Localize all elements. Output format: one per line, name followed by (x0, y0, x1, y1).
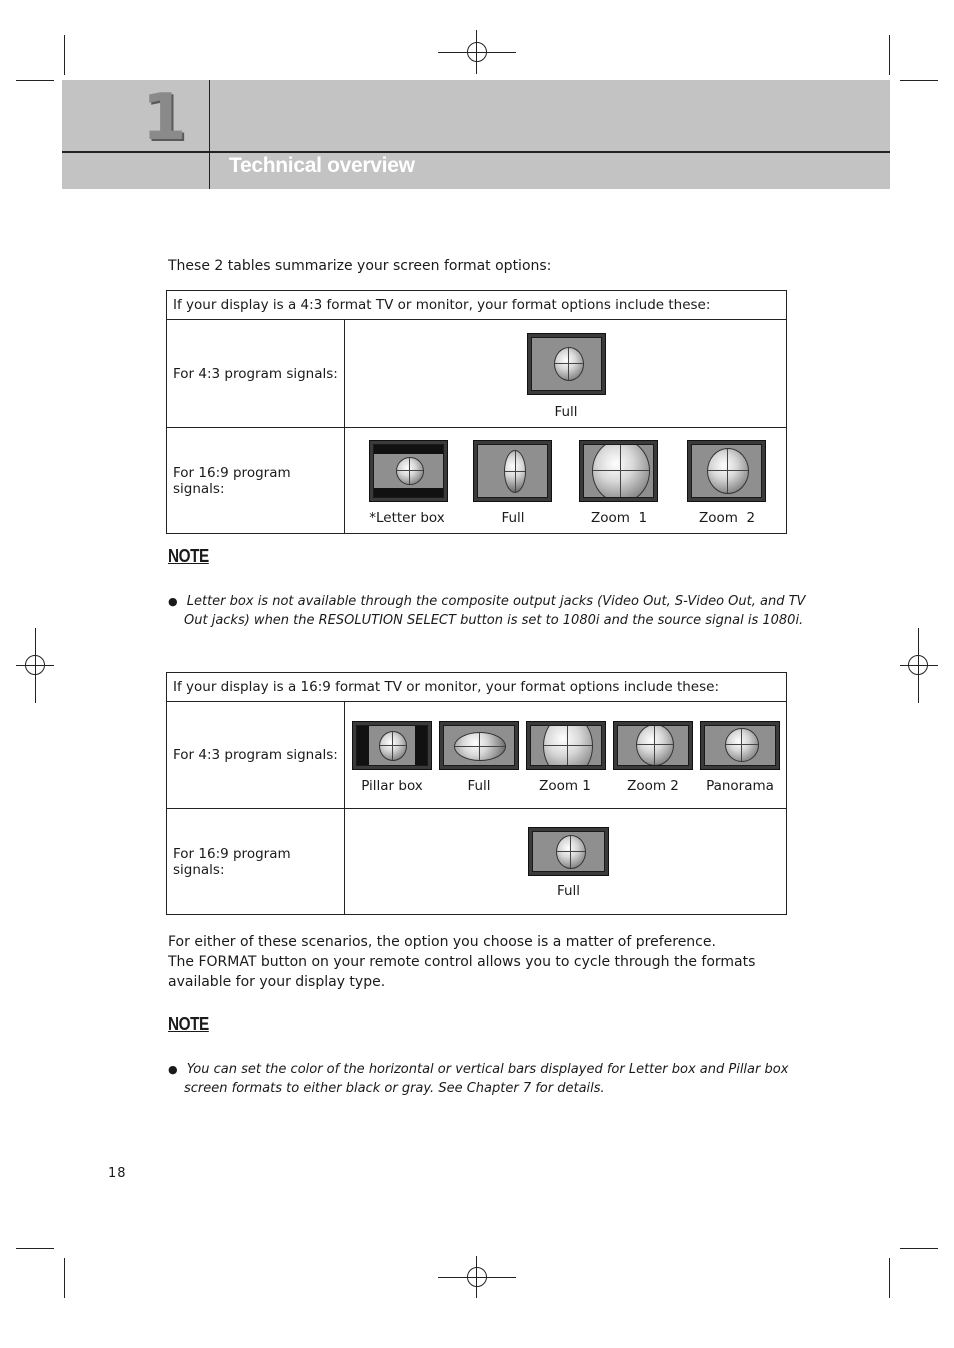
format-caption: Zoom 1 (539, 778, 591, 794)
crop-mark (16, 80, 54, 81)
bullet-icon: ● (168, 595, 178, 608)
basketball-icon (592, 444, 650, 498)
note-bullet (168, 592, 808, 630)
registration-line (35, 628, 36, 703)
basketball-icon (543, 725, 593, 766)
format-options (345, 320, 787, 428)
format-table-4x3 (166, 290, 787, 534)
bullet-icon: ● (168, 1063, 178, 1076)
note-heading: NOTE (168, 1014, 209, 1034)
letterbox-bar (374, 488, 443, 497)
basketball-icon (504, 450, 526, 493)
registration-line (900, 665, 938, 666)
crop-mark (900, 80, 938, 81)
basketball-icon (636, 725, 674, 766)
format-thumbnail (439, 721, 519, 770)
format-thumbnail (369, 440, 448, 502)
format-thumbnail (526, 721, 606, 770)
note-heading: NOTE (168, 546, 209, 566)
registration-line (918, 628, 919, 703)
basketball-icon (396, 457, 424, 485)
paragraph-line: available for your display type. (168, 974, 386, 990)
letterbox-bar (374, 445, 443, 454)
format-caption: Full (467, 778, 491, 794)
row-label: For 4:3 program signals: (167, 320, 345, 428)
format-thumbnail (473, 440, 552, 502)
row-label: For 16:9 program signals: (167, 428, 345, 534)
chapter-number: 1 (142, 81, 187, 155)
crop-mark (900, 1248, 938, 1249)
basketball-icon (725, 728, 759, 762)
table-header: If your display is a 16:9 format TV or monitor, your format options include these: (167, 673, 787, 702)
crop-mark (16, 1248, 54, 1249)
format-options (345, 428, 787, 534)
note-text: screen formats to either black or gray. See Chapter 7 for details. (184, 1081, 605, 1096)
format-thumbnail (528, 827, 609, 876)
format-thumbnail (527, 333, 606, 395)
format-caption: *Letter box (369, 510, 445, 526)
basketball-icon (454, 732, 506, 761)
row-label: For 16:9 program signals: (167, 809, 345, 915)
registration-line (476, 30, 477, 74)
note-text: Out jacks) when the RESOLUTION SELECT button is set to 1080i and the source signal is 1080i. (184, 613, 804, 628)
format-caption: Zoom 2 (627, 778, 679, 794)
paragraph-line: The FORMAT button on your remote control allows you to cycle through the formats (168, 954, 756, 970)
crop-mark (889, 35, 890, 75)
format-thumbnail (579, 440, 658, 502)
note-bullet (168, 1060, 808, 1098)
note-text: Letter box is not available through the composite output jacks (Video Out, S-Video Out, and TV (186, 594, 806, 609)
format-caption: Full (556, 883, 581, 899)
format-table-16x9 (166, 672, 787, 915)
crop-mark (889, 1258, 890, 1298)
note-text: You can set the color of the horizontal or vertical bars displayed for Letter box and Pillar box (186, 1062, 789, 1077)
crop-mark (64, 1258, 65, 1298)
format-options (345, 702, 787, 809)
pillarbox-bar (415, 726, 427, 765)
format-thumbnail (687, 440, 766, 502)
format-options (345, 809, 787, 915)
registration-line (438, 52, 516, 53)
basketball-icon (379, 731, 407, 761)
page-number: 18 (108, 1166, 127, 1181)
format-caption: Zoom 2 (698, 510, 756, 526)
registration-line (438, 1277, 516, 1278)
format-thumbnail (700, 721, 780, 770)
format-caption: Panorama (706, 778, 774, 794)
row-label: For 4:3 program signals: (167, 702, 345, 809)
header-divider (209, 80, 210, 189)
format-thumbnail (352, 721, 432, 770)
table-header: If your display is a 4:3 format TV or monitor, your format options include these: (167, 291, 787, 320)
paragraph-line: For either of these scenarios, the option you choose is a matter of preference. (168, 934, 716, 950)
chapter-title: Technical overview (229, 154, 415, 177)
format-caption: Pillar box (361, 778, 423, 794)
format-thumbnail (613, 721, 693, 770)
pillarbox-bar (357, 726, 369, 765)
format-caption: Full (501, 510, 525, 526)
registration-line (476, 1256, 477, 1298)
format-caption: Zoom 1 (590, 510, 648, 526)
basketball-icon (707, 448, 749, 494)
body-paragraph (168, 932, 788, 992)
crop-mark (64, 35, 65, 75)
intro-text: These 2 tables summarize your screen format options: (168, 258, 552, 274)
basketball-icon (554, 347, 584, 381)
basketball-icon (556, 835, 586, 869)
format-caption: Full (554, 404, 578, 420)
